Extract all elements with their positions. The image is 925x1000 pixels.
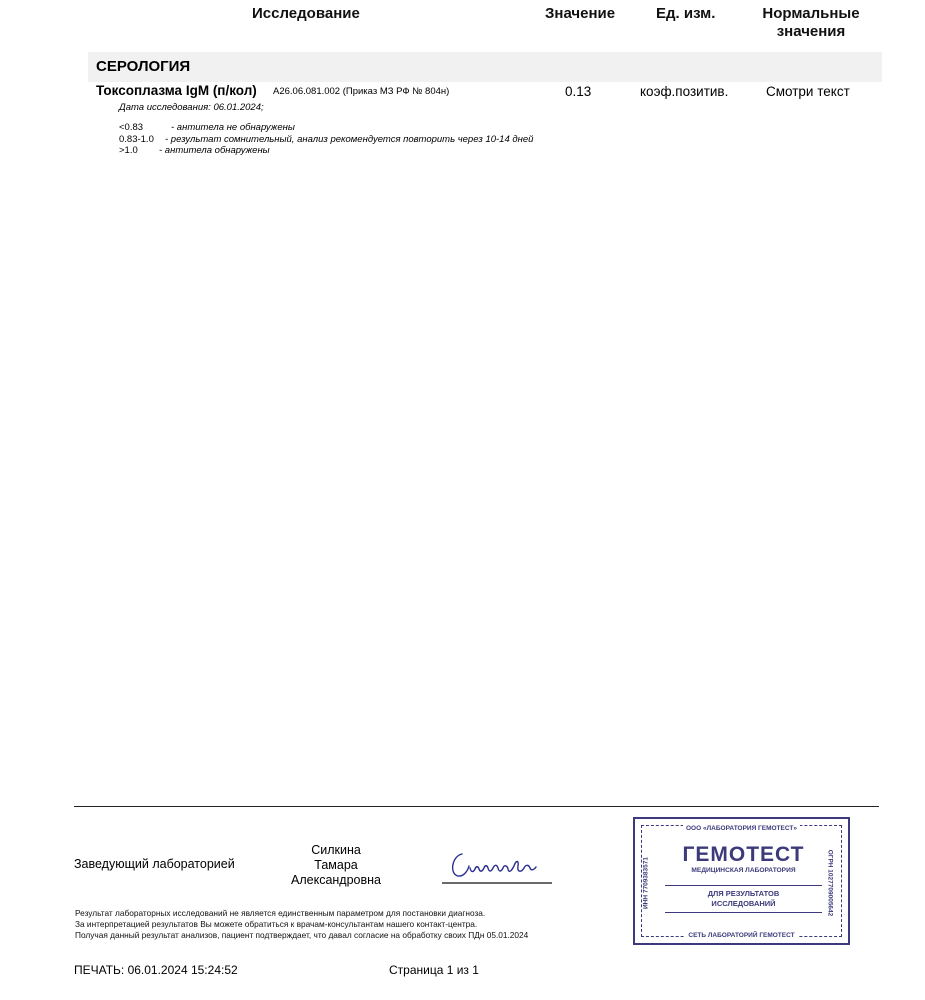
- interpretation-line: [119, 122, 295, 133]
- column-header-norm-line2: значения: [776, 23, 846, 40]
- column-header-norm: [752, 5, 870, 41]
- section-title: СЕРОЛОГИЯ: [96, 58, 191, 75]
- interpretation-range: >1.0: [119, 145, 138, 156]
- disclaimer-line: Получая данный результат анализов, пациент подтверждает, что давал согласие на обработку своих ПДн 05.01.2024: [75, 930, 529, 940]
- laboratory-stamp: [633, 817, 850, 945]
- column-header-value: Значение: [545, 5, 616, 22]
- column-header-test: Исследование: [252, 5, 360, 22]
- stamp-inner-border: [641, 825, 842, 937]
- head-of-lab-role: Заведующий лабораторией: [74, 857, 235, 871]
- interpretation-desc: - результат сомнительный, анализ рекомендуется повторить через 10-14 дней: [165, 134, 534, 145]
- interpretation-range: 0.83-1.0: [119, 134, 154, 145]
- disclaimer-line: Результат лабораторных исследований не является единственным параметром для постановки диагноза.: [75, 908, 486, 918]
- signature-image: [440, 830, 555, 890]
- test-norm: Смотри текст: [766, 84, 850, 99]
- head-of-lab-name-line1: Силкина Тамара: [311, 843, 361, 872]
- stamp-purpose-line2: ИССЛЕДОВАНИЙ: [711, 899, 776, 908]
- stamp-subtitle: МЕДИЦИНСКАЯ ЛАБОРАТОРИЯ: [691, 867, 796, 874]
- column-header-norm-line1: Нормальные: [762, 5, 860, 22]
- test-value: 0.13: [565, 84, 592, 99]
- stamp-inn: ИНН 7709383571: [642, 856, 650, 910]
- interpretation-desc: - антитела не обнаружены: [171, 122, 295, 133]
- test-date: Дата исследования: 06.01.2024;: [119, 102, 264, 113]
- column-header-unit: Ед. изм.: [656, 5, 716, 22]
- footer-divider: [74, 806, 879, 807]
- head-of-lab-name: [288, 843, 384, 888]
- stamp-bottom-text: СЕТЬ ЛАБОРАТОРИЙ ГЕМОТЕСТ: [685, 932, 797, 939]
- test-name: Токсоплазма IgM (п/кол): [96, 83, 257, 98]
- test-unit: коэф.позитив.: [640, 84, 729, 99]
- interpretation-range: <0.83: [119, 122, 144, 133]
- disclaimer-line: За интерпретацией результатов Вы можете обратиться к врачам-консультантам нашего контакт-центра.: [75, 919, 478, 929]
- interpretation-desc: - антитела обнаружены: [159, 145, 270, 156]
- section-band: [88, 52, 882, 82]
- stamp-top-text: ООО «ЛАБОРАТОРИЯ ГЕМОТЕСТ»: [683, 825, 800, 832]
- disclaimer: [75, 908, 528, 941]
- test-code: A26.06.081.002 (Приказ МЗ РФ № 804н): [273, 86, 450, 97]
- stamp-purpose: [665, 885, 822, 913]
- page-number: Страница 1 из 1: [389, 963, 479, 977]
- interpretation-line: [119, 134, 533, 145]
- print-timestamp: ПЕЧАТЬ: 06.01.2024 15:24:52: [74, 963, 238, 977]
- stamp-ogrn: ОГРН 1027709005642: [826, 849, 834, 917]
- head-of-lab-name-line2: Александровна: [291, 873, 381, 887]
- stamp-purpose-line1: ДЛЯ РЕЗУЛЬТАТОВ: [707, 889, 780, 898]
- interpretation-line: [119, 145, 270, 156]
- stamp-brand: ГЕМОТЕСТ: [682, 843, 805, 866]
